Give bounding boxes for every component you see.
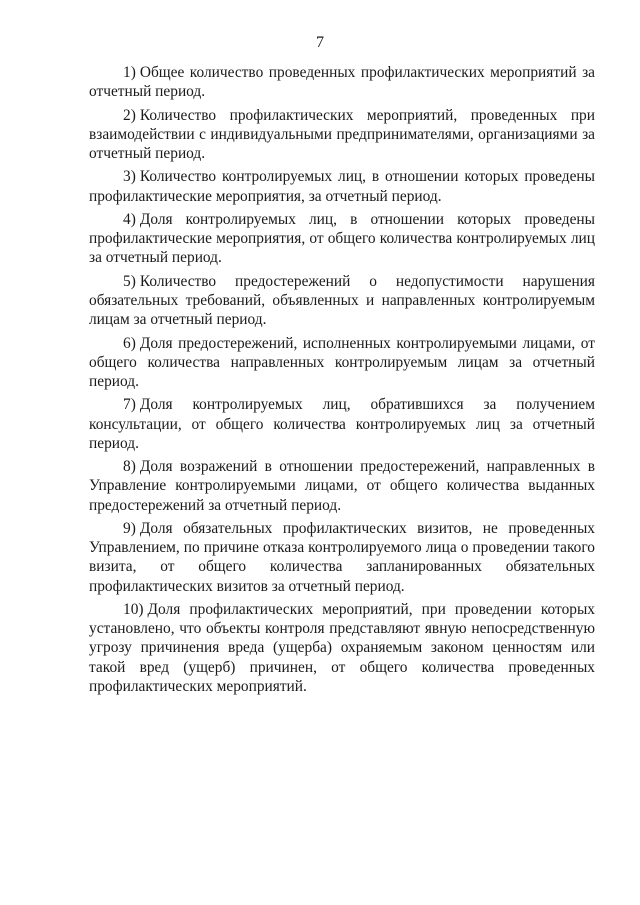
item-text: Доля обязательных профилактических визитов, не проведенных Управлением, по причине отказа контролируемого лица о проведении такого визита, от общего количества запланированных обязательных профилактических визитов за отчетный период. [89,519,595,595]
list-item [89,210,595,268]
item-text: Количество профилактических мероприятий, проведенных при взаимодействии с индивидуальными предпринимателями, организациями за отчетный период. [89,106,595,162]
item-number: 6) [123,334,136,352]
item-text: Доля предостережений, исполненных контролируемыми лицами, от общего количества направленных контролируемым лицам за отчетный период. [89,334,595,390]
list-item [89,519,595,596]
list-item [89,395,595,453]
indicator-list [89,63,595,700]
item-text: Количество контролируемых лиц, в отношении которых проведены профилактические мероприятия, за отчетный период. [89,168,595,205]
list-item [89,457,595,515]
list-item [89,334,595,392]
list-item [89,600,595,696]
item-text: Доля возражений в отношении предостережений, направленных в Управление контролируемыми лицами, от общего количества выданных предостережений за отчетный период. [89,458,595,514]
list-item [89,167,595,205]
item-number: 4) [123,210,136,228]
list-item [89,63,595,101]
item-text: Количество предостережений о недопустимости нарушения обязательных требований, объявленных и направленных контролируемым лицам за отчетный период. [89,272,595,329]
item-text: Доля профилактических мероприятий, при проведении которых установлено, что объекты контроля представляют явную непосредственную угрозу причинения вреда (ущерба) охраняемым законом ценностям или такой вред (ущерб) причинен, от общего количества проведенных профилактических мероприятий. [89,600,595,695]
item-number: 5) [123,272,136,290]
item-number: 2) [123,106,136,124]
item-number: 8) [123,458,136,476]
item-text: Доля контролируемых лиц, в отношении которых проведены профилактические мероприятия, от общего количества контролируемых лиц за отчетный период. [89,210,595,267]
item-number: 10) [123,600,144,618]
item-number: 3) [123,168,136,186]
item-text: Общее количество проведенных профилактических мероприятий за отчетный период. [89,64,595,101]
item-number: 1) [123,64,136,81]
list-item [89,106,595,164]
item-number: 9) [123,519,136,537]
item-number: 7) [123,396,136,414]
page-number: 7 [316,34,324,51]
item-text: Доля контролируемых лиц, обратившихся за получением консультации, от общего количества контролируемых лиц за отчетный период. [89,396,595,452]
list-item [89,272,595,330]
